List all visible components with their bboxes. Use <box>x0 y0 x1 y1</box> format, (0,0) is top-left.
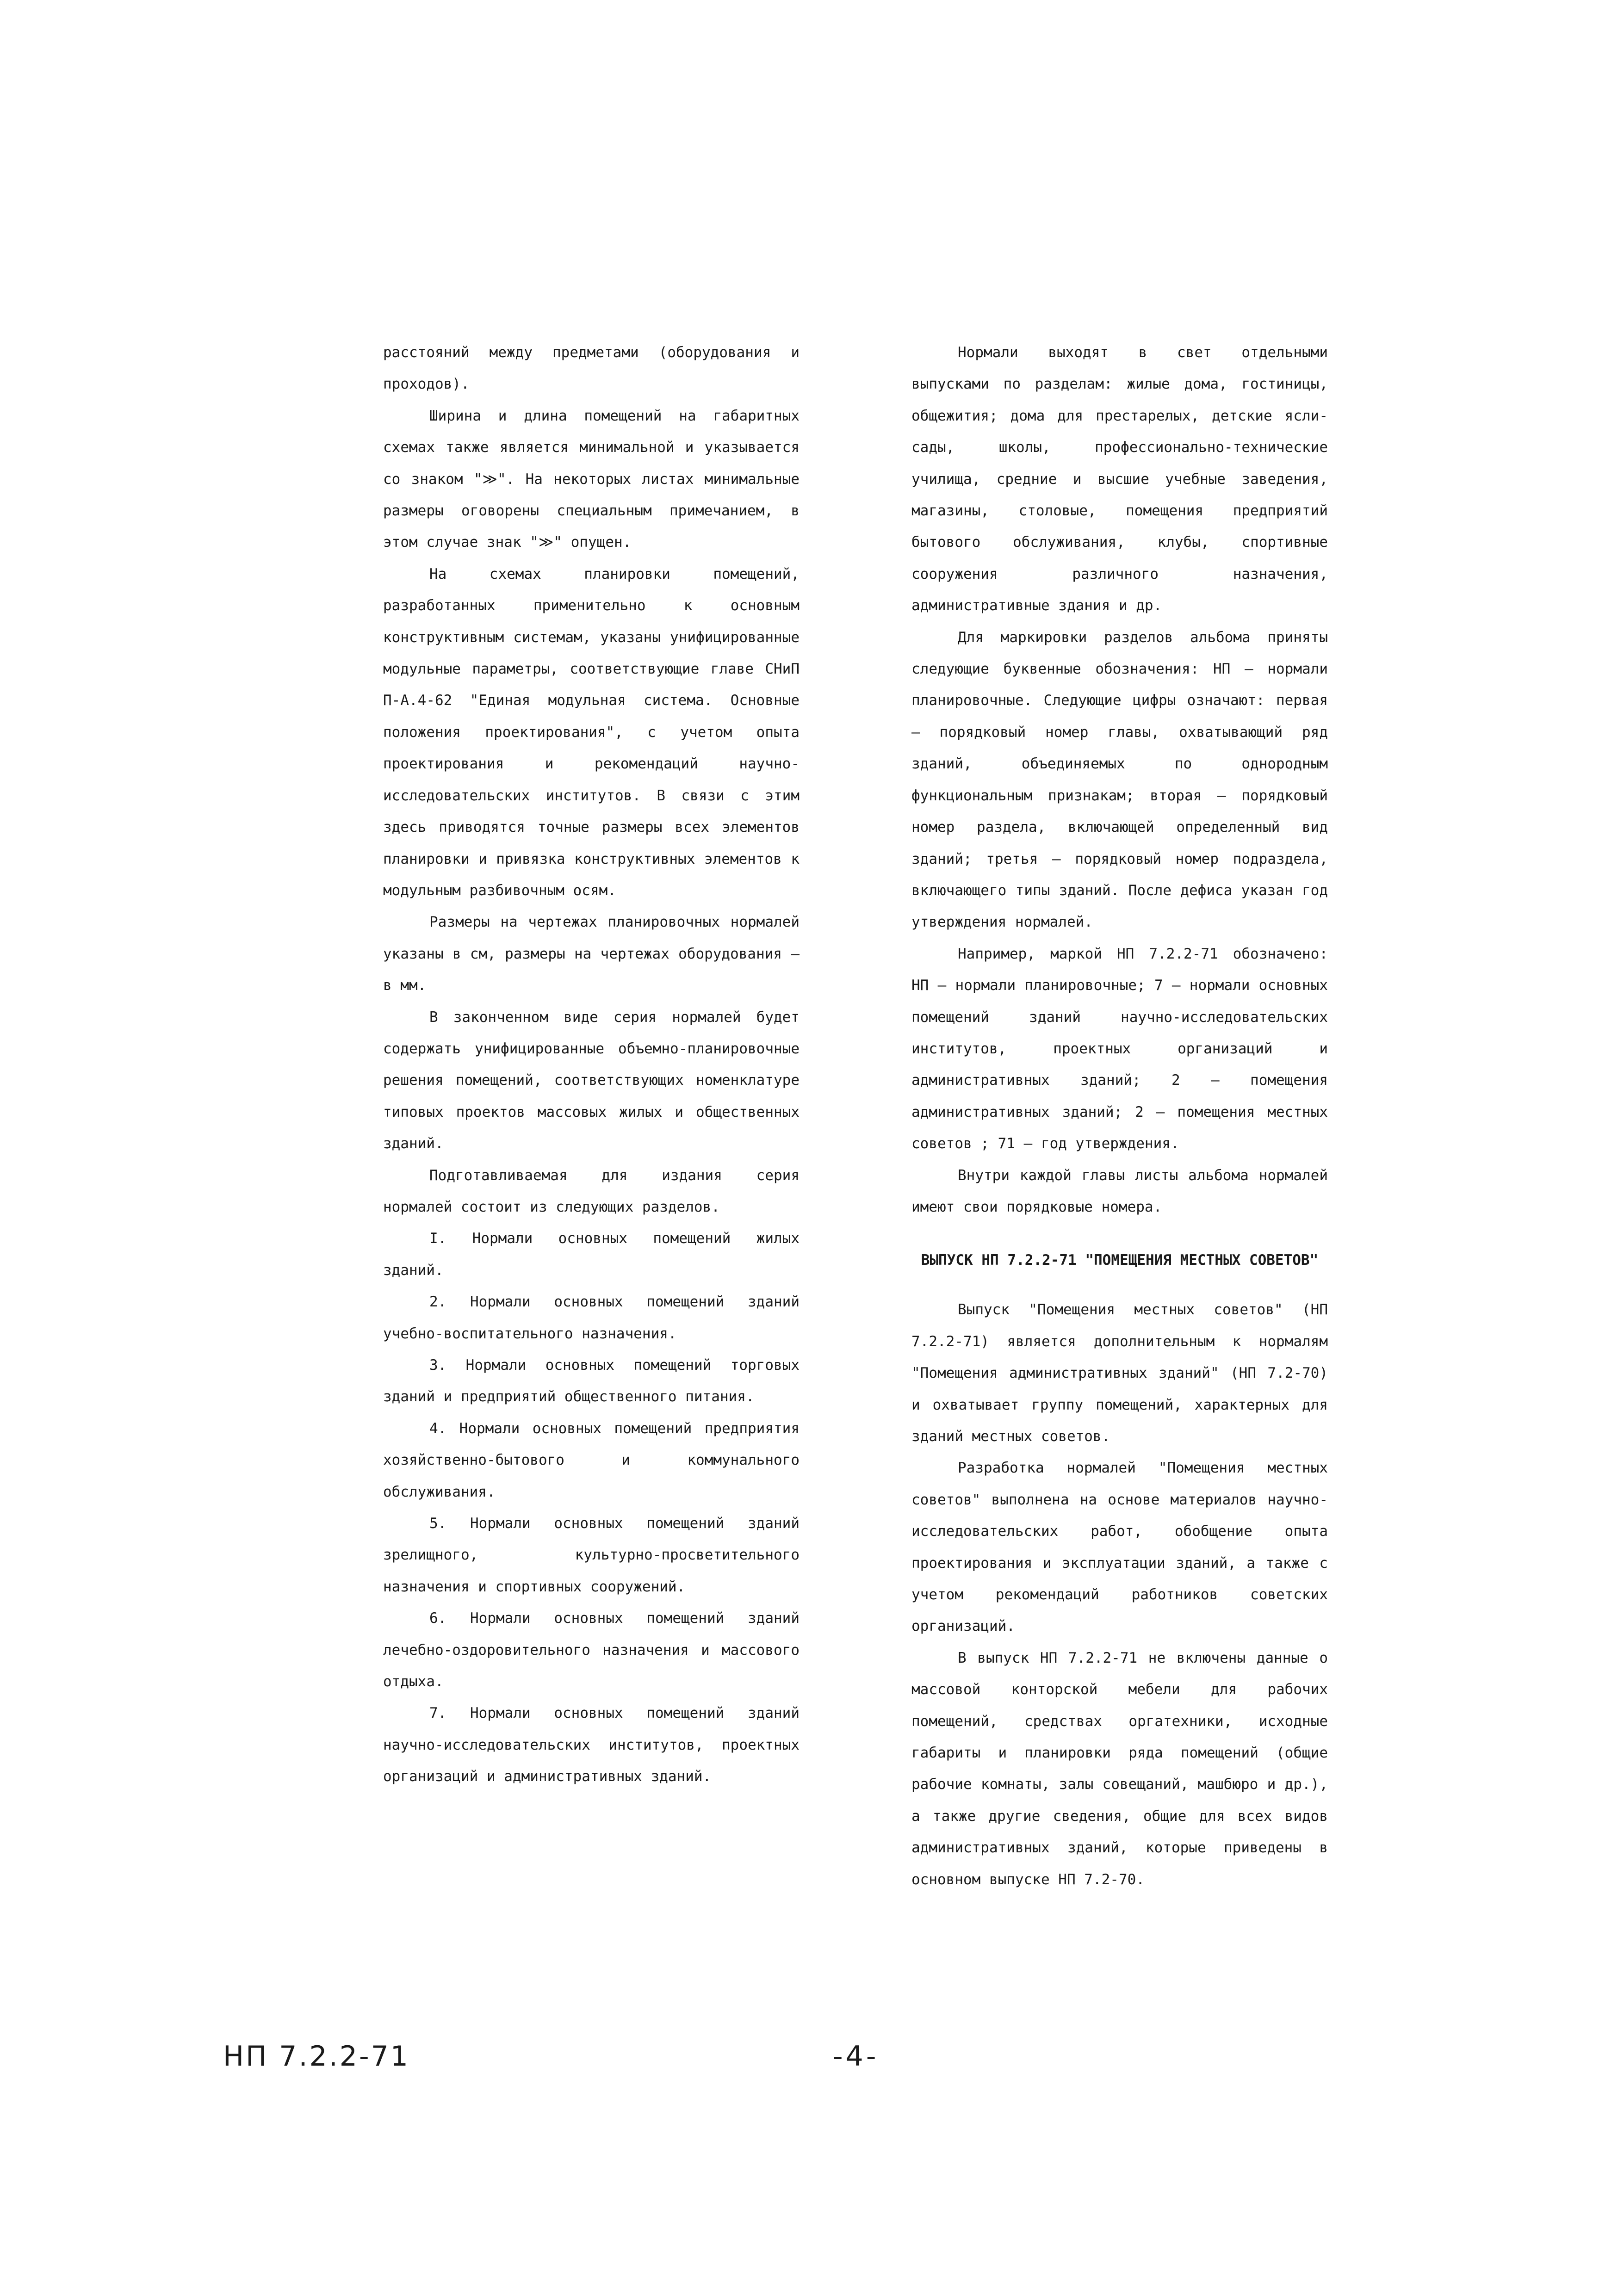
paragraph: Нормали выходят в свет отдельными выпусками по разделам: жилые дома, гостиницы, общежития; дома для престарелых, детские ясли-сады, школы, профессионально-технические училища, средние и высшие учебные заведения, магазины, столовые, помещения предприятий бытового обслуживания, клубы, спортивные сооружения различного назначения, административные здания и др. <box>911 344 1328 614</box>
list-item: 4. Нормали основных помещений предприятия хозяйственно-бытового и коммунального обслуживания. <box>383 1420 800 1500</box>
list-item: 2. Нормали основных помещений зданий учебно-воспитательного назначения. <box>383 1293 800 1342</box>
section-heading: ВЫПУСК НП 7.2.2-71 "ПОМЕЩЕНИЯ МЕСТНЫХ СОВЕТОВ" <box>921 1252 1319 1269</box>
paragraph: В выпуск НП 7.2.2-71 не включены данные о массовой конторской мебели для рабочих помещений, средствах оргатехники, исходные габариты и планировки ряда помещений (общие рабочие комнаты, залы совещаний, машбюро и др.), а также другие сведения, общие для всех видов административных зданий, которые приведены в основном выпуске НП 7.2-70. <box>911 1649 1328 1888</box>
paragraph: Выпуск "Помещения местных советов" (НП 7.2.2-71) является дополнительным к нормалям "Помещения административных зданий" (НП 7.2-70) и охватывает группу помещений, характерных для зданий местных советов. <box>911 1301 1328 1445</box>
paragraph: Для маркировки разделов альбома приняты следующие буквенные обозначения: НП – нормали планировочные. Следующие цифры означают: первая – порядковый номер главы, охватывающий ряд зданий, объединяемых по однородным функциональным признакам; вторая – порядковый номер раздела, включающей определенный вид зданий; третья – порядковый номер подраздела, включающего типы зданий. После дефиса указан год утверждения нормалей. <box>911 629 1328 931</box>
list-item: I. Нормали основных помещений жилых зданий. <box>383 1230 800 1279</box>
paragraph: Размеры на чертежах планировочных нормалей указаны в см, размеры на чертежах оборудования – в мм. <box>383 914 800 994</box>
paragraph: Внутри каждой главы листы альбома нормалей имеют свои порядковые номера. <box>911 1167 1328 1215</box>
paragraph: На схемах планировки помещений, разработанных применительно к основным конструктивным системам, указаны унифицированные модульные параметры, соответствующие главе СНиП П-А.4-62 "Единая модульная система. Основные положения проектирования", с учетом опыта проектирования и рекомендаций научно-исследовательских институтов. В связи с этим здесь приводятся точные размеры всех элементов планировки и привязка конструктивных элементов к модульным разбивочным осям. <box>383 565 800 899</box>
page-number: -4- <box>833 2040 879 2073</box>
document-code: НП 7.2.2-71 <box>223 2040 410 2073</box>
paragraph: расстояний между предметами (оборудования и проходов). <box>383 344 800 393</box>
paragraph: Разработка нормалей "Помещения местных советов" выполнена на основе материалов научно-исследовательских работ, обобщение опыта проектирования и эксплуатации зданий, а также с учетом рекомендаций работников советских организаций. <box>911 1460 1328 1635</box>
list-item: 3. Нормали основных помещений торговых зданий и предприятий общественного питания. <box>383 1357 800 1405</box>
paragraph: Например, маркой НП 7.2.2-71 обозначено: НП – нормали планировочные; 7 – нормали основных помещений зданий научно-исследовательских институтов, проектных организаций и административных зданий; 2 – помещения административных зданий; 2 – помещения местных советов ; 71 – год утверждения. <box>911 945 1328 1152</box>
list-item: 7. Нормали основных помещений зданий научно-исследовательских институтов, проектных организаций и административных зданий. <box>383 1705 800 1785</box>
paragraph: В законченном виде серия нормалей будет содержать унифицированные объемно-планировочные решения помещений, соответствующих номенклатуре типовых проектов массовых жилых и общественных зданий. <box>383 1009 800 1152</box>
list-item: 6. Нормали основных помещений зданий лечебно-оздоровительного назначения и массового отдыха. <box>383 1610 800 1690</box>
paragraph: Подготавливаемая для издания серия нормалей состоит из следующих разделов. <box>383 1167 800 1215</box>
right-text-column <box>911 337 1328 1895</box>
left-text-column <box>383 337 800 1793</box>
list-item: 5. Нормали основных помещений зданий зрелищного, культурно-просветительного назначения и спортивных сооружений. <box>383 1515 800 1595</box>
paragraph: Ширина и длина помещений на габаритных схемах также является минимальной и указывается со знаком "≫". На некоторых листах минимальные размеры оговорены специальным примечанием, в этом случае знак "≫" опущен. <box>383 407 800 551</box>
